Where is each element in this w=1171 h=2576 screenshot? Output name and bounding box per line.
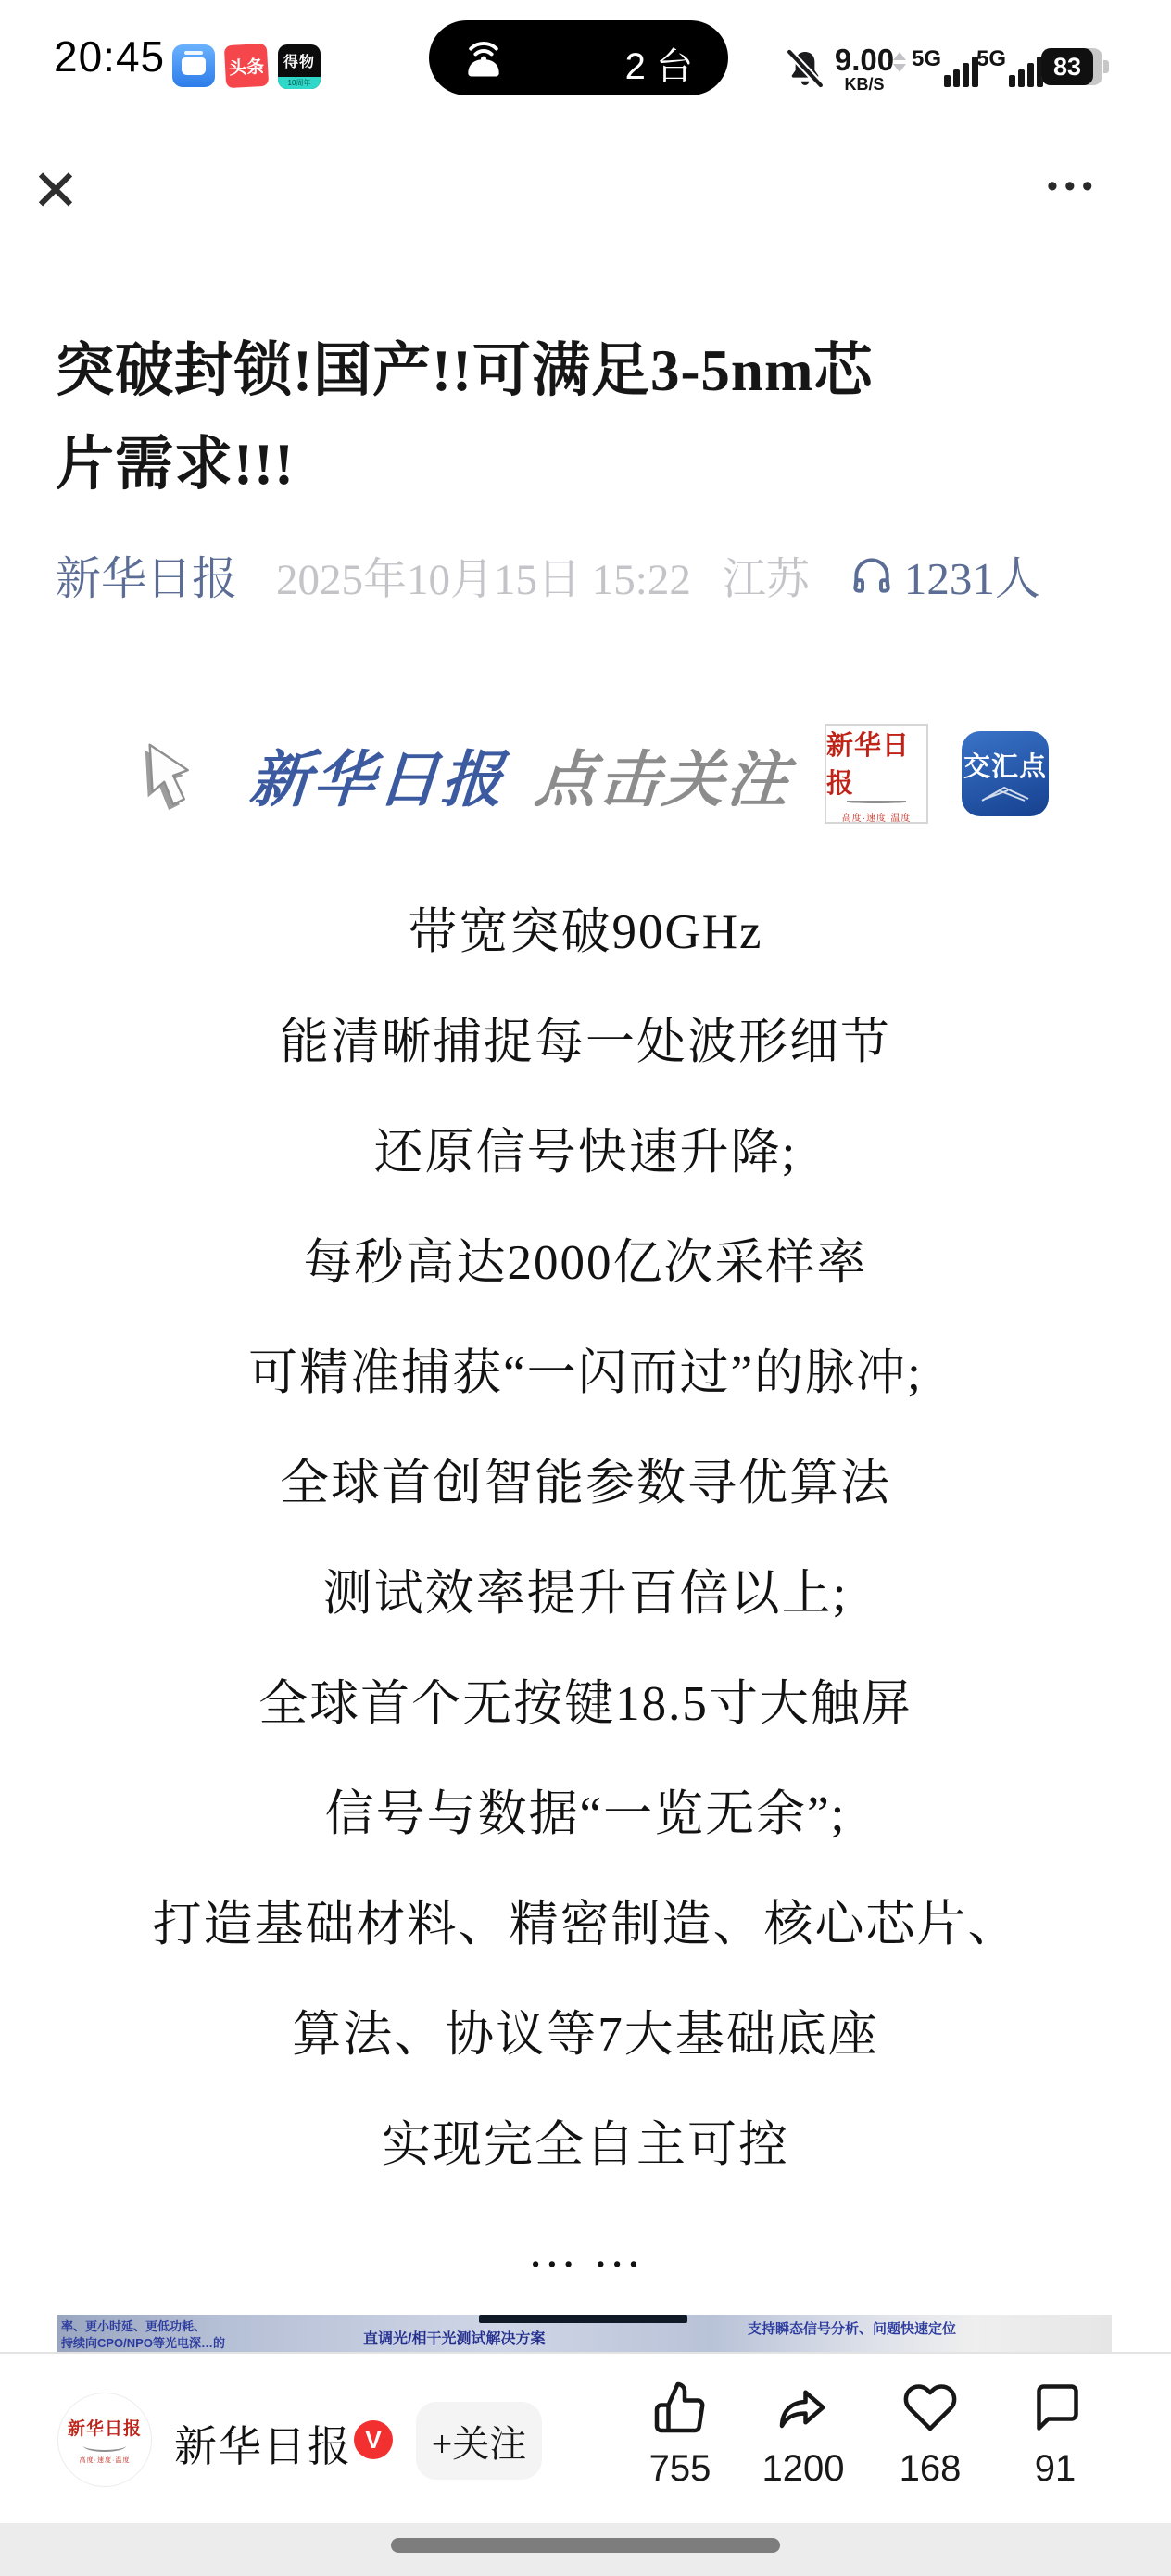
title-line-2: 片需求!!! bbox=[56, 432, 295, 497]
hotspot-pill[interactable] bbox=[429, 20, 728, 95]
home-indicator-area bbox=[0, 2523, 1171, 2576]
files-app-icon bbox=[172, 44, 215, 87]
body-line: 还原信号快速升降; bbox=[373, 1125, 798, 1180]
body-line: 全球首个无按键18.5寸大触屏 bbox=[258, 1676, 913, 1731]
title-line-1: 突破封锁!国产!!可满足3-5nm芯 bbox=[56, 338, 874, 403]
verified-badge: V bbox=[354, 2420, 393, 2459]
body-line: 能清晰捕捉每一处波形细节 bbox=[280, 1015, 891, 1069]
signal-bars-icon bbox=[944, 57, 978, 87]
cursor-arrow-icon bbox=[135, 729, 217, 818]
favorite-button[interactable] bbox=[870, 2380, 990, 2490]
comment-button[interactable] bbox=[995, 2380, 1115, 2490]
traffic-arrows-icon bbox=[893, 52, 906, 72]
body-line: 打造基础材料、精密制造、核心芯片、 bbox=[152, 1897, 1019, 1951]
body-line: 带宽突破90GHz bbox=[408, 904, 763, 959]
body-line: 算法、协议等7大基础底座 bbox=[292, 2007, 879, 2062]
jiaohuidian-app-logo[interactable]: 交汇点 bbox=[962, 731, 1049, 816]
more-menu-button[interactable]: ••• bbox=[1047, 169, 1100, 204]
follow-banner[interactable] bbox=[56, 700, 1121, 848]
source-name[interactable]: 新华日报 bbox=[56, 553, 238, 604]
close-button[interactable]: ✕ bbox=[31, 159, 80, 223]
footer-bar bbox=[0, 2352, 1171, 2523]
byline bbox=[56, 545, 1040, 606]
favorite-count: 168 bbox=[899, 2448, 962, 2489]
xinhua-daily-logo[interactable]: 新华日报 高度·速度·温度 bbox=[825, 724, 928, 824]
body-line: 实现完全自主可控 bbox=[382, 2117, 789, 2172]
publish-location: 江苏 bbox=[722, 555, 810, 604]
body-line: 每秒高达2000亿次采样率 bbox=[303, 1235, 868, 1290]
toutiao-app-icon: 头条 bbox=[224, 44, 269, 88]
heart-icon bbox=[902, 2380, 958, 2435]
banner-cta[interactable]: 点击关注 bbox=[533, 744, 794, 814]
hotspot-device-count: 2 台 bbox=[624, 46, 693, 87]
status-time: 20:45 bbox=[54, 32, 166, 81]
signal-bars-icon bbox=[1009, 57, 1043, 87]
status-app-icons bbox=[172, 44, 321, 89]
account-name[interactable]: 新华日报 bbox=[174, 2423, 352, 2470]
article-body bbox=[0, 872, 1171, 2305]
headphones-icon bbox=[849, 552, 895, 599]
listen-count: 1231人 bbox=[903, 553, 1040, 604]
body-line: … … bbox=[527, 2223, 644, 2278]
battery-indicator: 83 bbox=[1041, 48, 1102, 85]
comment-bubble-icon bbox=[1027, 2380, 1083, 2435]
signal-sim2: 5G bbox=[976, 46, 1043, 87]
photo-screen-strip bbox=[479, 2315, 687, 2323]
personal-hotspot-icon bbox=[462, 37, 505, 80]
bridge-lines-icon bbox=[980, 784, 1030, 802]
body-line: 测试效率提升百倍以上; bbox=[322, 1566, 849, 1621]
account-avatar[interactable]: 新华日报 高度·速度·温度 bbox=[57, 2393, 152, 2487]
body-line: 可精准捕获“一闪而过”的脉冲; bbox=[248, 1345, 923, 1400]
article-photo[interactable]: 率、更小时延、更低功耗、 持续向CPO/NPO等光电深…的 直调光/相干光测试解决方案 支持瞬态信号分析、问题快速定位 bbox=[57, 2315, 1112, 2352]
logo-smile-arc bbox=[847, 801, 906, 803]
share-arrow-icon bbox=[775, 2380, 831, 2435]
comment-count: 91 bbox=[1034, 2448, 1077, 2489]
banner-brand[interactable]: 新华日报 bbox=[247, 744, 509, 814]
follow-button[interactable]: +关注 bbox=[416, 2402, 542, 2480]
home-indicator[interactable] bbox=[391, 2538, 780, 2553]
mute-bell-icon bbox=[784, 46, 826, 91]
like-button[interactable] bbox=[620, 2380, 740, 2490]
share-button[interactable] bbox=[743, 2380, 863, 2490]
share-count: 1200 bbox=[762, 2448, 845, 2489]
publish-datetime: 2025年10月15日 15:22 bbox=[276, 555, 691, 604]
signal-sim1: 5G bbox=[912, 46, 978, 87]
logo-smile-arc bbox=[83, 2440, 126, 2452]
article-title bbox=[56, 324, 1121, 511]
body-line: 全球首创智能参数寻优算法 bbox=[280, 1456, 891, 1510]
body-line: 信号与数据“一览无余”; bbox=[324, 1787, 847, 1841]
dewu-app-icon: 得物 10周年 bbox=[278, 44, 321, 89]
thumbs-up-icon bbox=[652, 2380, 708, 2435]
network-speed: 9.00 KB/S bbox=[834, 43, 895, 94]
like-count: 755 bbox=[648, 2448, 711, 2489]
